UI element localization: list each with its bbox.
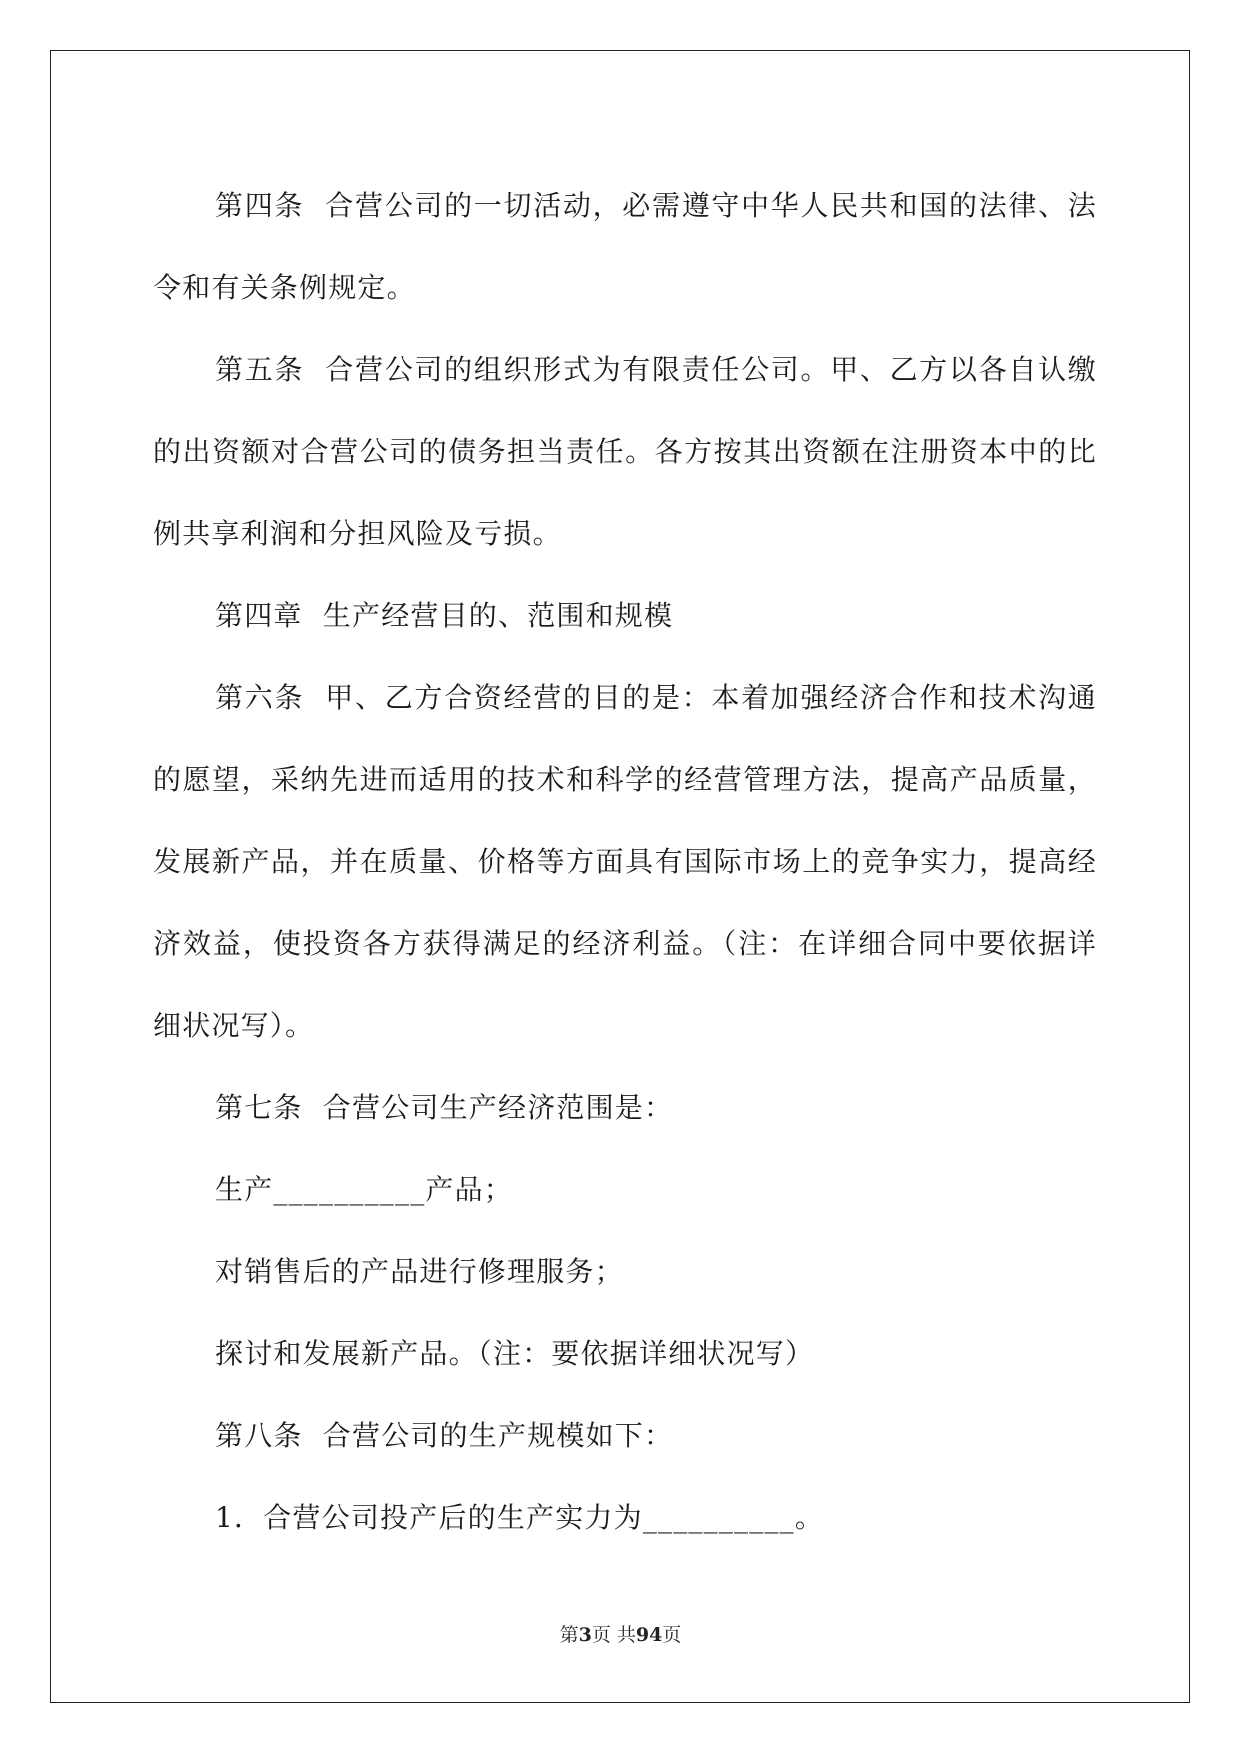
- paragraph-article-6: 第六条 甲、乙方合资经营的目的是：本着加强经济合作和技术沟通的愿望，采纳先进而适用的技术和科学的经营管理方法，提高产品质量，发展新产品，并在质量、价格等方面具有国际市场上的竞争实力，提高经济效益，使投资各方获得满足的经济利益。（注：在详细合同中要依据详细状况写）。: [153, 681, 1097, 1042]
- paragraph-article-8: 第八条 合营公司的生产规模如下：: [215, 1419, 674, 1452]
- document-body: [153, 165, 1097, 1559]
- paragraph-article-4: 第四条 合营公司的一切活动，必需遵守中华人民共和国的法律、法令和有关条例规定。: [153, 189, 1097, 304]
- total-pages-number: 94: [635, 1624, 663, 1646]
- paragraph-article-5: 第五条 合营公司的组织形式为有限责任公司。甲、乙方以各自认缴的出资额对合营公司的债务担当责任。各方按其出资额在注册资本中的比例共享利润和分担风险及亏损。: [153, 353, 1097, 550]
- paragraph-article-7: 第七条 合营公司生产经济范围是：: [215, 1091, 674, 1124]
- list-item-research: 探讨和发展新产品。（注：要依据详细状况写）: [215, 1337, 815, 1370]
- chapter-heading-4: 第四章 生产经营目的、范围和规模: [215, 599, 674, 632]
- current-page-number: 3: [578, 1624, 592, 1646]
- page-footer: [0, 1620, 1241, 1647]
- footer-suffix: 页: [662, 1624, 682, 1646]
- list-item-production: 生产__________产品；: [215, 1173, 514, 1206]
- footer-middle: 页 共: [591, 1624, 636, 1646]
- list-item-repair-service: 对销售后的产品进行修理服务；: [215, 1255, 624, 1288]
- list-item-capacity: 1．合营公司投产后的生产实力为__________。: [215, 1501, 825, 1534]
- footer-prefix: 第: [559, 1624, 579, 1646]
